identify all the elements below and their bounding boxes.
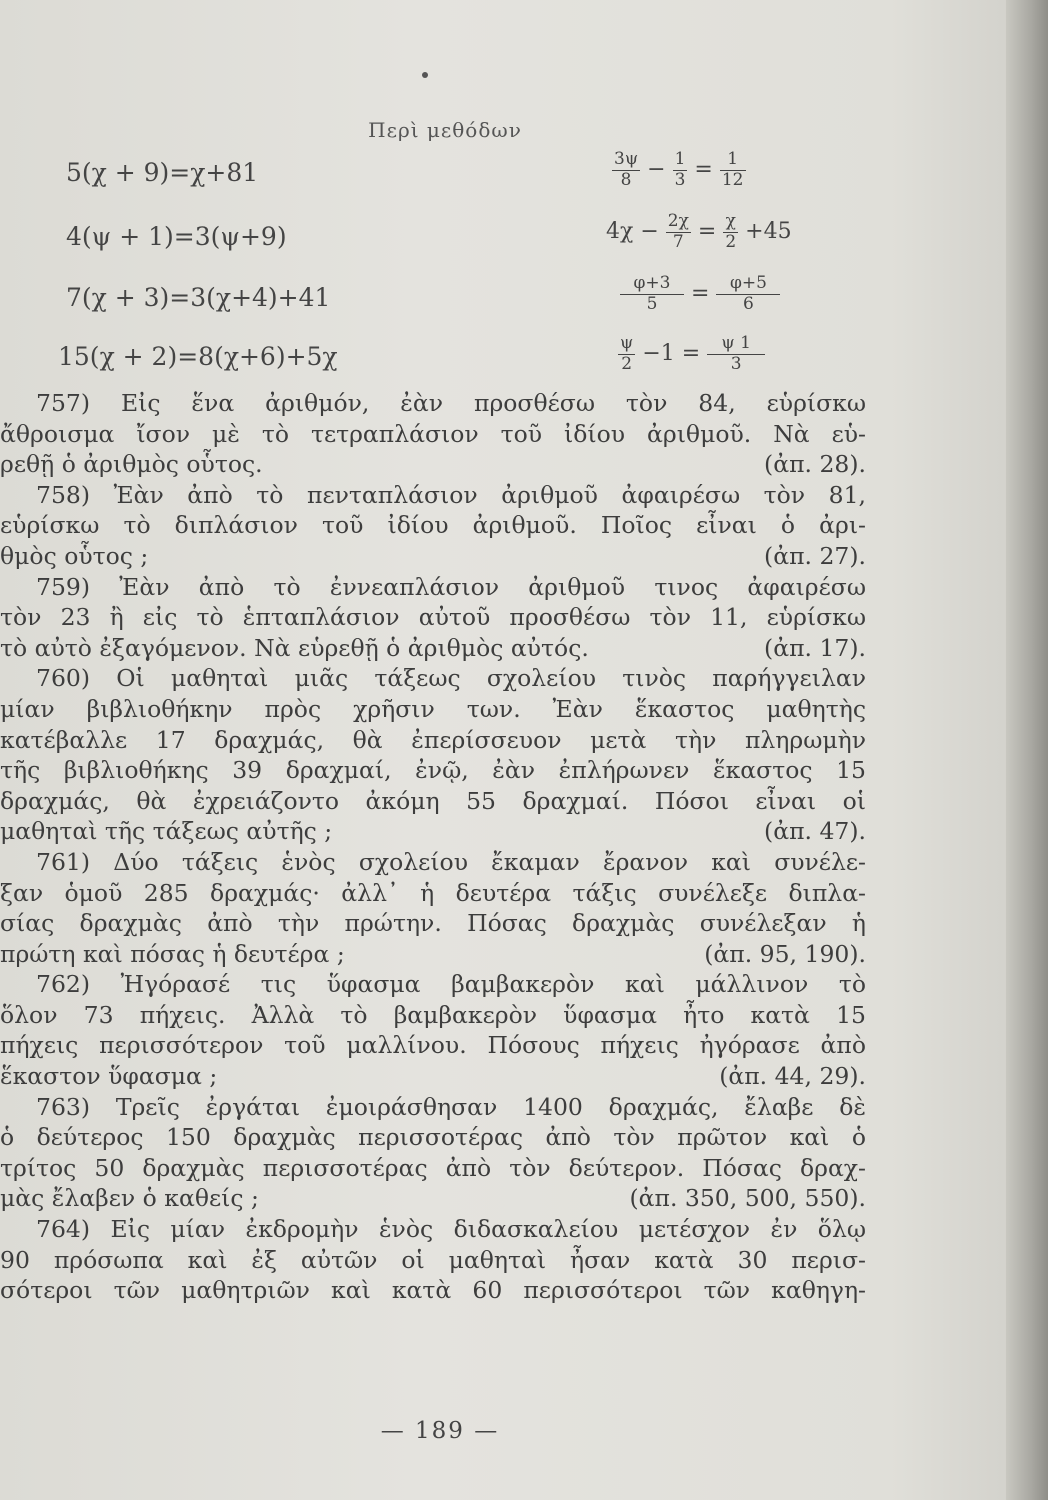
problem-line: εὑρίσκω τὸ διπλάσιον τοῦ ἰδίου ἀριθμοῦ. Ποῖος εἶναι ὁ ἀρι- <box>0 511 866 540</box>
page-number: — 189 — <box>380 1418 500 1444</box>
fraction <box>720 150 746 190</box>
fraction <box>673 150 688 190</box>
problem-text: τὸ αὐτὸ ἐξαγόμενον. Νὰ εὑρεθῇ ὁ ἀριθμὸς αὐτός. <box>0 633 589 662</box>
denominator: 3 <box>674 169 686 190</box>
equation-left-1: 5(χ + 9)=χ+81 <box>66 158 259 187</box>
fraction <box>612 150 640 190</box>
problem-last-line <box>0 1061 866 1092</box>
equation-left-2: 4(ψ + 1)=3(ψ+9) <box>66 222 287 251</box>
problem-last-line <box>0 939 866 970</box>
denominator: 7 <box>672 231 684 252</box>
denominator: 2 <box>621 353 633 374</box>
answer-text: (ἀπ. 47). <box>764 817 866 846</box>
problem-line: 90 πρόσωπα καὶ ἐξ αὐτῶν οἱ μαθηταὶ ἦσαν κατὰ 30 περισ- <box>0 1245 866 1274</box>
answer-text: (ἀπ. 95, 190). <box>704 939 866 968</box>
fraction <box>666 212 691 252</box>
problem-line: ὁ δεύτερος 150 δραχμὰς περισσοτέρας ἀπὸ τὸν πρῶτον καὶ ὁ <box>0 1123 866 1152</box>
problem-line: 763) Τρεῖς ἐργάται ἐμοιράσθησαν 1400 δραχμάς, ἔλαβε δὲ <box>36 1092 866 1121</box>
problem-last-line <box>0 816 866 847</box>
equation-left-3: 7(χ + 3)=3(χ+4)+41 <box>66 283 331 312</box>
equals-sign: = <box>691 281 710 307</box>
problem-line: ξαν ὁμοῦ 285 δραχμάς· ἀλλ᾽ ἡ δευτέρα τάξις συνέλεξε διπλα- <box>0 878 866 907</box>
problem-line: 761) Δύο τάξεις ἑνὸς σχολείου ἔκαμαν ἔρανον καὶ συνέλε- <box>36 847 866 876</box>
denominator: 6 <box>743 293 754 314</box>
problem-line: ἄθροισμα ἴσον μὲ τὸ τετραπλάσιον τοῦ ἰδίου ἀριθμοῦ. Νὰ εὑ- <box>0 419 866 448</box>
numerator: 1 <box>674 149 686 169</box>
fraction <box>723 212 738 252</box>
answer-text: (ἀπ. 17). <box>764 633 866 662</box>
denominator: 3 <box>730 353 742 374</box>
numerator: ψ 1 <box>707 334 765 355</box>
numerator: 3ψ <box>614 149 639 169</box>
problem-text: θμὸς οὗτος ; <box>0 541 149 570</box>
problem-line: 764) Εἰς μίαν ἐκδρομὴν ἑνὸς διδασκαλείου μετέσχον ἐν ὅλῳ <box>36 1215 866 1244</box>
numerator: χ <box>723 212 738 233</box>
problem-line: 760) Οἱ μαθηταὶ μιᾶς τάξεως σχολείου τινὸς παρήγγειλαν <box>36 664 866 693</box>
problem-line: 758) Ἐὰν ἀπὸ τὸ πενταπλάσιον ἀριθμοῦ ἀφαιρέσω τὸν 81, <box>36 480 866 509</box>
problem-line: 762) Ἠγόρασέ τις ὕφασμα βαμβακερὸν καὶ μάλλινον τὸ <box>36 970 866 999</box>
problem-last-line <box>0 633 866 664</box>
equation-right-1 <box>612 150 746 190</box>
problem-text: ἕκαστον ὕφασμα ; <box>0 1062 218 1091</box>
running-header: Περὶ μεθόδων <box>368 118 522 142</box>
numerator: 1 <box>720 150 746 171</box>
equation-right-4 <box>618 334 765 374</box>
denominator: 2 <box>725 231 737 252</box>
problem-line: τρίτος 50 δραχμὰς περισσοτέρας ἀπὸ τὸν δεύτερον. Πόσας δραχ- <box>0 1153 866 1182</box>
problem-line: πήχεις περισσότερον τοῦ μαλλίνου. Πόσους πήχεις ἠγόρασε ἀπὸ <box>0 1031 866 1060</box>
numerator: φ+5 <box>716 274 780 295</box>
expression-middle: −1 = <box>642 341 701 367</box>
fraction <box>707 334 765 374</box>
problems-body <box>0 388 866 1306</box>
problem-line: μίαν βιβλιοθήκην πρὸς χρῆσιν των. Ἐὰν ἕκαστος μαθητὴς <box>0 694 866 723</box>
denominator: 12 <box>721 169 744 190</box>
fraction <box>620 274 684 314</box>
problem-line: 757) Εἰς ἕνα ἀριθμόν, ἐὰν προσθέσω τὸν 84, εὑρίσκω <box>36 389 866 417</box>
problem-line: τὸν 23 ἢ εἰς τὸ ἑπταπλάσιον αὐτοῦ προσθέσω τὸν 11, εὑρίσκω <box>0 603 866 632</box>
numerator: ψ <box>620 333 634 353</box>
operator: − <box>647 157 666 183</box>
problem-line: ὅλον 73 πήχεις. Ἀλλὰ τὸ βαμβακερὸν ὕφασμα ἦτο κατὰ 15 <box>0 1000 866 1029</box>
ink-dot <box>422 72 428 78</box>
equation-right-2 <box>606 212 792 252</box>
problem-line: 759) Ἐὰν ἀπὸ τὸ ἐννεαπλάσιον ἀριθμοῦ τινος ἀφαιρέσω <box>36 572 866 601</box>
problem-last-line <box>0 541 866 572</box>
equation-right-3 <box>620 274 780 314</box>
problem-text: μαθηταὶ τῆς τάξεως αὐτῆς ; <box>0 817 333 846</box>
problem-text: μὰς ἔλαβεν ὁ καθείς ; <box>0 1184 259 1213</box>
numerator: 2χ <box>667 211 689 231</box>
equals-sign: = <box>694 157 713 183</box>
answer-text: (ἀπ. 44, 29). <box>719 1062 866 1091</box>
answer-text: (ἀπ. 27). <box>764 541 866 570</box>
problem-line: κατέβαλλε 17 δραχμάς, θὰ ἐπερίσσευον μετὰ τὴν πληρωμὴν <box>0 725 866 754</box>
problem-line: δραχμάς, θὰ ἐχρειάζοντο ἀκόμη 55 δραχμαί. Πόσοι εἶναι οἱ <box>0 786 866 815</box>
answer-text: (ἀπ. 350, 500, 550). <box>629 1184 866 1213</box>
equation-left-4: 15(χ + 2)=8(χ+6)+5χ <box>58 342 338 371</box>
answer-text: (ἀπ. 28). <box>764 450 866 479</box>
equals-sign: = <box>697 219 717 245</box>
expression-suffix: +45 <box>745 219 792 245</box>
problem-last-line <box>0 1183 866 1214</box>
denominator: 8 <box>620 169 632 190</box>
page-edge <box>1006 0 1048 1500</box>
denominator: 5 <box>646 293 658 314</box>
problem-text: ρεθῇ ὁ ἀριθμὸς οὗτος. <box>0 450 263 479</box>
fraction <box>618 334 635 374</box>
problem-line: σίας δραχμὰς ἀπὸ τὴν πρώτην. Πόσας δραχμὰς συνέλεξαν ἡ <box>0 909 866 938</box>
problem-line: τῆς βιβλιοθήκης 39 δραχμαί, ἐνῷ, ἐὰν ἐπλήρωνεν ἕκαστος 15 <box>0 756 866 785</box>
problem-last-line <box>0 449 866 480</box>
problem-text: πρώτη καὶ πόσας ἡ δευτέρα ; <box>0 939 345 968</box>
numerator: φ+3 <box>620 274 684 295</box>
fraction <box>716 274 780 314</box>
expression-prefix: 4χ − <box>606 219 659 245</box>
problem-line: σότεροι τῶν μαθητριῶν καὶ κατὰ 60 περισσότεροι τῶν καθηγη- <box>0 1276 866 1305</box>
